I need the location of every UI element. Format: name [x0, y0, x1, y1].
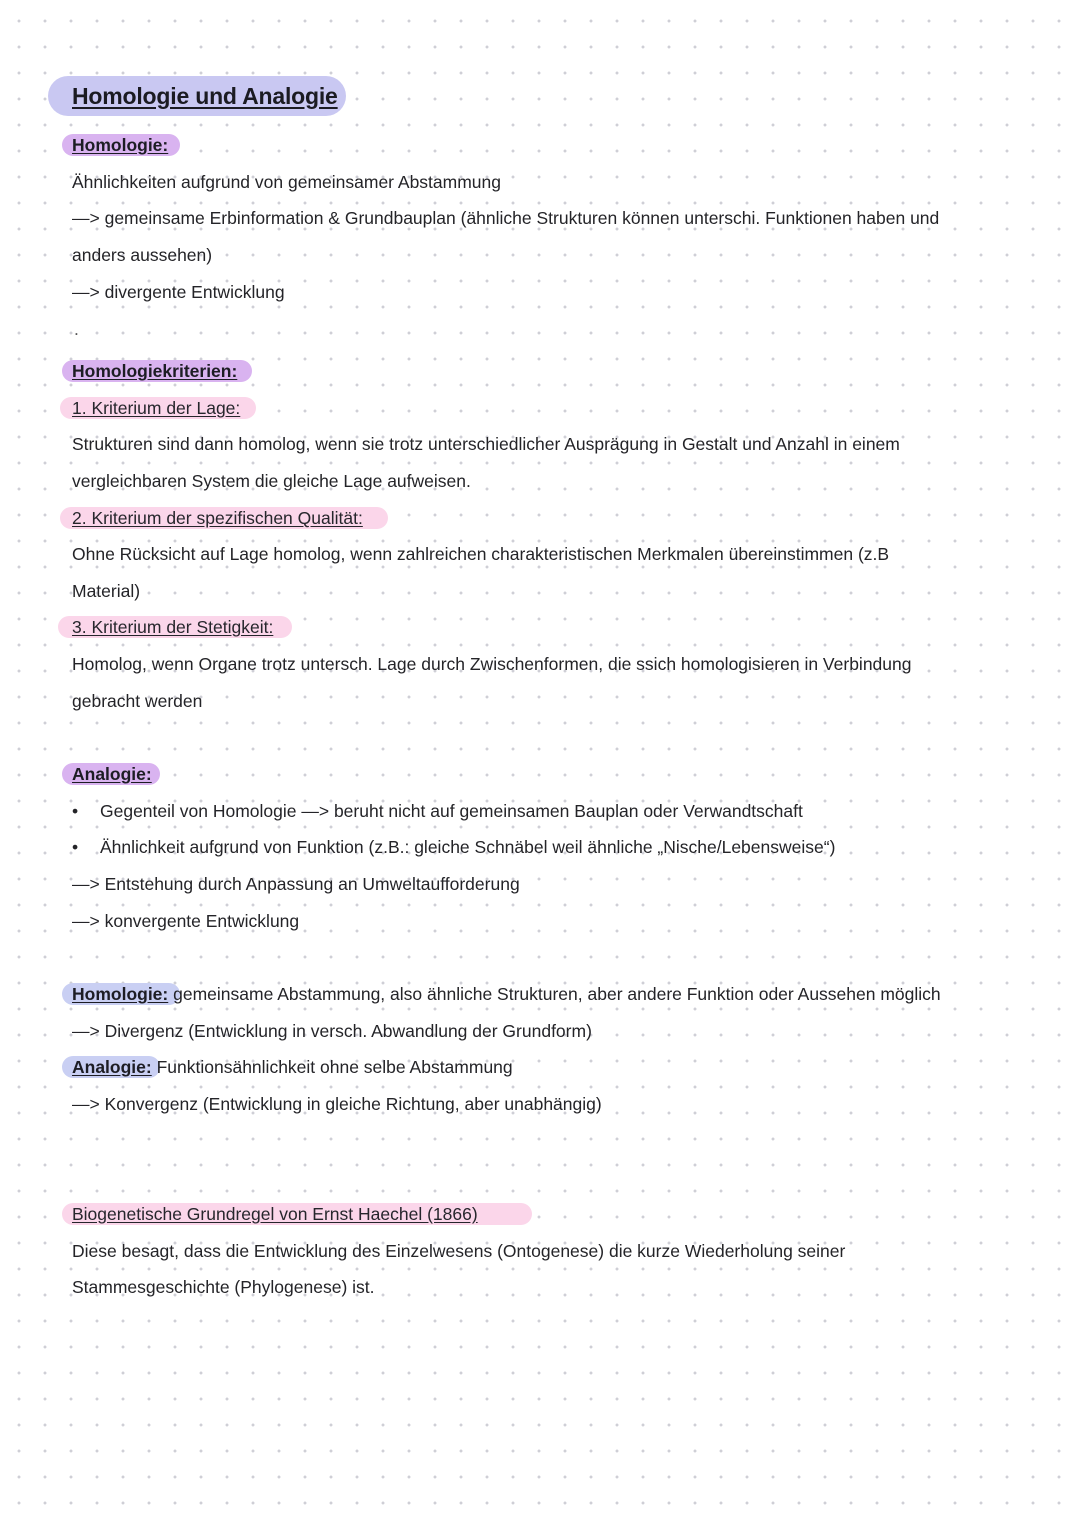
analogie-bullet-1: Gegenteil von Homologie —> beruht nicht auf gemeinsamen Bauplan oder Verwandtschaft [100, 801, 803, 821]
homologie-heading: Homologie: [72, 135, 169, 155]
summary-analogie-arrow: —> Konvergenz (Entwicklung in gleiche Richtung, aber unabhängig) [72, 1094, 602, 1114]
kriterium-2-line-1: Ohne Rücksicht auf Lage homolog, wenn zahlreichen charakteristischen Merkmalen übereinstimmen (z.B [72, 544, 890, 564]
page-title: Homologie und Analogie [72, 82, 338, 109]
kriterium-1-title: 1. Kriterium der Lage: [72, 398, 241, 418]
analogie-line-1: —> Entstehung durch Anpassung an Umweltaufforderung [72, 874, 520, 894]
analogie-heading: Analogie: [72, 764, 152, 784]
homologie-line-2: —> gemeinsame Erbinformation & Grundbauplan (ähnliche Strukturen können unterschi. Funktionen haben und [72, 208, 940, 228]
bullet-mark: • [72, 837, 79, 857]
kriterium-1-line-1: Strukturen sind dann homolog, wenn sie trotz unterschiedlicher Ausprägung in Gestalt und Anzahl in einem [72, 434, 900, 454]
kriterium-3-line-1: Homolog, wenn Organe trotz untersch. Lage durch Zwischenformen, die ssich homologisieren in Verbindung [72, 654, 912, 674]
summary-analogie-text: Funktionsähnlichkeit ohne selbe Abstammung [151, 1057, 513, 1077]
biogenetik-line-2: Stammesgeschichte (Phylogenese) ist. [72, 1277, 375, 1297]
biogenetik-line-1: Diese besagt, dass die Entwicklung des Einzelwesens (Ontogenese) die kurze Wiederholung seiner [72, 1241, 846, 1261]
title-highlight [48, 76, 346, 116]
summary-homologie-arrow: —> Divergenz (Entwicklung in versch. Abwandlung der Grundform) [72, 1021, 592, 1041]
kriterium-1-line-2: vergleichbaren System die gleiche Lage aufweisen. [72, 471, 471, 491]
homologie-line-1: Ähnlichkeiten aufgrund von gemeinsamer Abstammung [72, 172, 501, 192]
summary-homologie-line [72, 983, 941, 1005]
kriterium-3-title: 3. Kriterium der Stetigkeit: [72, 617, 274, 637]
biogenetik-heading: Biogenetische Grundregel von Ernst Haechel (1866) [72, 1204, 478, 1224]
summary-homologie-label: Homologie: [72, 984, 169, 1004]
kriterium-2-line-2: Material) [72, 581, 141, 601]
summary-analogie-line [72, 1056, 513, 1078]
analogie-line-2: —> konvergente Entwicklung [72, 911, 300, 931]
summary-homologie-text: gemeinsame Abstammung, also ähnliche Strukturen, aber andere Funktion oder Aussehen möglich [168, 984, 941, 1004]
analogie-bullet-2: Ähnlichkeit aufgrund von Funktion (z.B.: gleiche Schnäbel weil ähnliche „Nische/Lebensweise“) [100, 837, 836, 857]
kriterium-3-line-2: gebracht werden [72, 691, 203, 711]
kriterien-heading: Homologiekriterien: [72, 361, 238, 381]
bullet-mark: • [72, 801, 79, 821]
homologie-line-3: anders aussehen) [72, 245, 213, 265]
kriterium-2-title: 2. Kriterium der spezifischen Qualität: [72, 508, 363, 528]
homologie-line-4: —> divergente Entwicklung [72, 282, 285, 302]
stray-dot: . [74, 319, 79, 339]
summary-analogie-label: Analogie: [72, 1057, 152, 1077]
